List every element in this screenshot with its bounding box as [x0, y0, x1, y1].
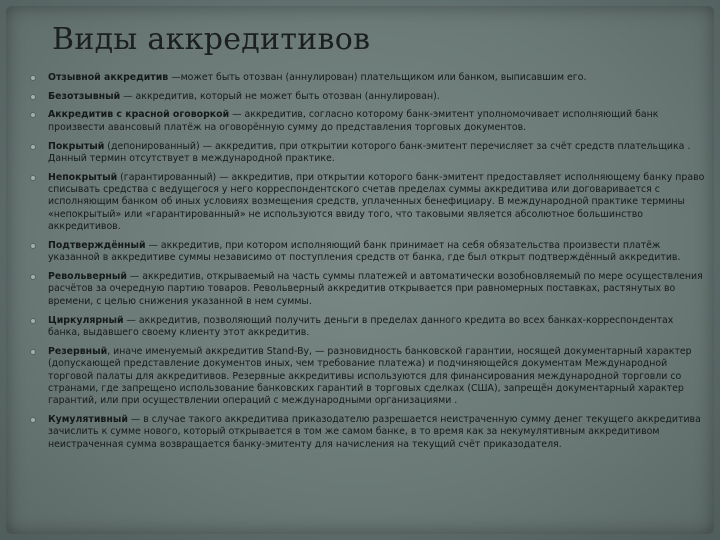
bullet-icon — [30, 243, 36, 249]
bullet-icon — [30, 144, 36, 150]
item-text: (депонированный) — аккредитив, при открытии которого банк-эмитент перечисляет за счёт средств плательщика . Данный термин отсутствует в международной практике. — [48, 140, 691, 164]
slide — [6, 6, 714, 534]
item-term: Резервный — [48, 345, 108, 357]
bullet-icon — [30, 175, 36, 181]
list-item — [28, 346, 708, 408]
bullet-icon — [30, 417, 36, 423]
item-text: (гарантированный) — аккредитив, при открытии которого банк-эмитент предоставляет исполняющему банку право списывать средства с ведущегося у него корреспондентского счетав пределах суммы аккредитива или договаривается с исполняющим банком об иных условиях возмещения средств, уплаченных бенефициару. В международной практике термины «непокрытый» или «гарантированный» не используются ввиду того, что таковыми является абсолютное большинство аккредитивов. — [48, 171, 705, 233]
item-term: Револьверный — [48, 271, 127, 283]
item-term: Безотзывный — [48, 90, 121, 102]
item-text: — в случае такого аккредитива приказодателю разрешается неистраченную сумму денег текущего аккредитива зачислить к сумме нового, который открывается в том же самом банке, в то время как за некумулятивным аккредитивом неистраченная сумма возвращается банку-эмитенту для начисления на текущий счёт приказодателя. — [48, 414, 701, 450]
item-text: — аккредитив, открываемый на часть суммы платежей и автоматически возобновляемый по мере осуществления расчётов за очередную партию товаров. Револьверный аккредитив открывается при равномерных поставках, растянутых во времени, с целью снижения указанной в нем суммы. — [48, 271, 703, 307]
list-item — [28, 414, 708, 451]
bullet-icon — [30, 94, 36, 100]
bullet-icon — [30, 274, 36, 280]
item-term: Циркулярный — [48, 314, 124, 326]
bullet-icon — [30, 349, 36, 355]
item-term: Отзывной аккредитив — [48, 72, 169, 83]
item-text: — аккредитив, согласно которому банк-эмитент уполномочивает исполняющий банк произвести авансовый платёж на оговорённую сумму до представления торговых документов. — [48, 109, 659, 133]
list-item — [28, 109, 708, 134]
item-text: — аккредитив, который не может быть отозван (аннулирован). — [120, 90, 440, 102]
bullet-icon — [30, 75, 36, 81]
item-text: —может быть отозван (аннулирован) плательщиком или банком, выписавшим его. — [168, 72, 587, 83]
item-term: Аккредитив с красной оговоркой — [48, 109, 230, 121]
slide-title: Виды аккредитивов — [52, 22, 371, 57]
item-term: Непокрытый — [48, 171, 118, 183]
list-item — [28, 271, 708, 308]
list-item — [28, 91, 708, 103]
item-text: — аккредитив, при котором исполняющий банк принимает на себя обязательства произвести платёж указанной в аккредитиве суммы независимо от поступления средств от банка, где был открыт подтверждённый аккредитив. — [48, 239, 681, 264]
list-item — [28, 240, 708, 265]
item-text: — аккредитив, позволяющий получить деньги в пределах данного кредита во всех банках-корреспондентах банка, выдавшего своему клиенту этот аккредитив. — [48, 314, 674, 338]
list-item — [28, 172, 708, 234]
definition-list — [28, 72, 708, 458]
list-item — [28, 141, 708, 166]
bullet-icon — [30, 112, 36, 118]
item-term: Кумулятивный — [48, 414, 128, 426]
item-text: , иначе именуемый аккредитив Stand-By, — разновидность банковской гарантии, носящей документарный характер (допускающей представление документов иных, чем требование платежа) и подчиняющейся документам Международной торговой палаты для аккредитивов. Резервные аккредитивы используются для финансирования международной торговли со странами, где запрещено использование банковских гарантий в торговых сделках (США), запрещён документарный характер гарантий, или при осуществлении операций с международными организациями . — [48, 345, 692, 407]
list-item — [28, 315, 708, 340]
list-item — [28, 72, 708, 84]
item-term: Подтверждённый — [48, 239, 146, 251]
bullet-icon — [30, 318, 36, 324]
item-term: Покрытый — [48, 140, 105, 152]
